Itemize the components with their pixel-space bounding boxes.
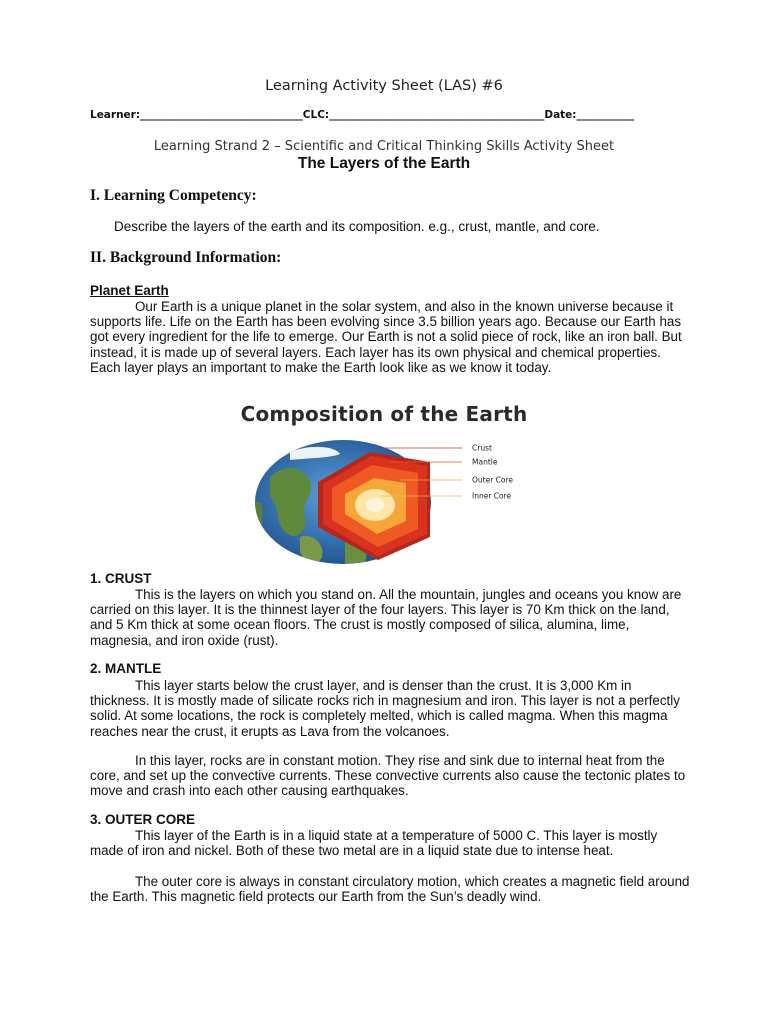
figure-title: Composition of the Earth bbox=[240, 402, 528, 426]
page-title: The Layers of the Earth bbox=[297, 155, 471, 172]
section-competency-heading: I. Learning Competency: bbox=[90, 187, 257, 204]
competency-text: Describe the layers of the earth and its composition. e.g., crust, mantle, and core. bbox=[114, 219, 600, 234]
mantle-paragraph-1: This layer starts below the crust layer, and is denser than the crust. It is 3,000 Km in thickness. It is mostly made of silicate rocks rich in magnesium and iron. This layer is not a perfectly solid. At some locations, the rock is completely melted, which is called magma. When this magma reaches near the crust, it erupts as Lava from the volcanoes. bbox=[90, 678, 680, 739]
outer-core-paragraph-2: The outer core is always in constant circulatory motion, which creates a magnetic field around the Earth. This magnetic field protects our Earth from the Sun’s deadly wind. bbox=[90, 874, 690, 905]
mantle-heading: 2. MANTLE bbox=[90, 661, 162, 676]
planet-earth-heading: Planet Earth bbox=[90, 283, 169, 298]
earth-layers-illustration bbox=[250, 432, 530, 572]
sheet-title: Learning Activity Sheet (LAS) #6 bbox=[265, 78, 503, 94]
label-mantle: Mantle bbox=[472, 457, 498, 467]
section-background-heading: II. Background Information: bbox=[90, 249, 282, 266]
label-inner-core: Inner Core bbox=[472, 491, 512, 501]
learner-clc-date-line: Learner:_______________________________CLC:_________________________________________Date:___________ bbox=[90, 109, 635, 121]
planet-earth-paragraph: Our Earth is a unique planet in the solar system, and also in the known universe because it supports life. Life on the Earth has been evolving since 3.5 billion years ago. Because our Earth has got every ingredient for the life to emerge. Our Earth is not a solid piece of rock, like an iron ball. But instead, it is made up of several layers. Each layer has its own physical and chemical properties. Each layer plays an important to make the Earth look like as we know it today. bbox=[90, 299, 682, 375]
outer-core-paragraph-1: This layer of the Earth is in a liquid state at a temperature of 5000 C. This layer is mostly made of iron and nickel. Both of these two metal are in a liquid state due to intense heat. bbox=[90, 828, 658, 859]
mantle-paragraph-2: In this layer, rocks are in constant motion. They rise and sink due to internal heat from the core, and set up the convective currents. These convective currents also cause the tectonic plates to move and crash into each other causing earthquakes. bbox=[90, 753, 686, 799]
outer-core-heading: 3. OUTER CORE bbox=[90, 812, 196, 827]
label-outer-core: Outer Core bbox=[472, 475, 514, 485]
label-crust: Crust bbox=[472, 443, 492, 453]
crust-heading: 1. CRUST bbox=[90, 571, 152, 586]
learning-strand: Learning Strand 2 – Scientific and Critical Thinking Skills Activity Sheet bbox=[153, 139, 615, 154]
crust-paragraph: This is the layers on which you stand on. All the mountain, jungles and oceans you know are carried on this layer. It is the thinnest layer of the four layers. This layer is 70 Km thick on the land, and 5 Km thick at some ocean floors. The crust is mostly composed of silica, alumina, lime, magnesia, and iron oxide (rust). bbox=[90, 587, 682, 648]
